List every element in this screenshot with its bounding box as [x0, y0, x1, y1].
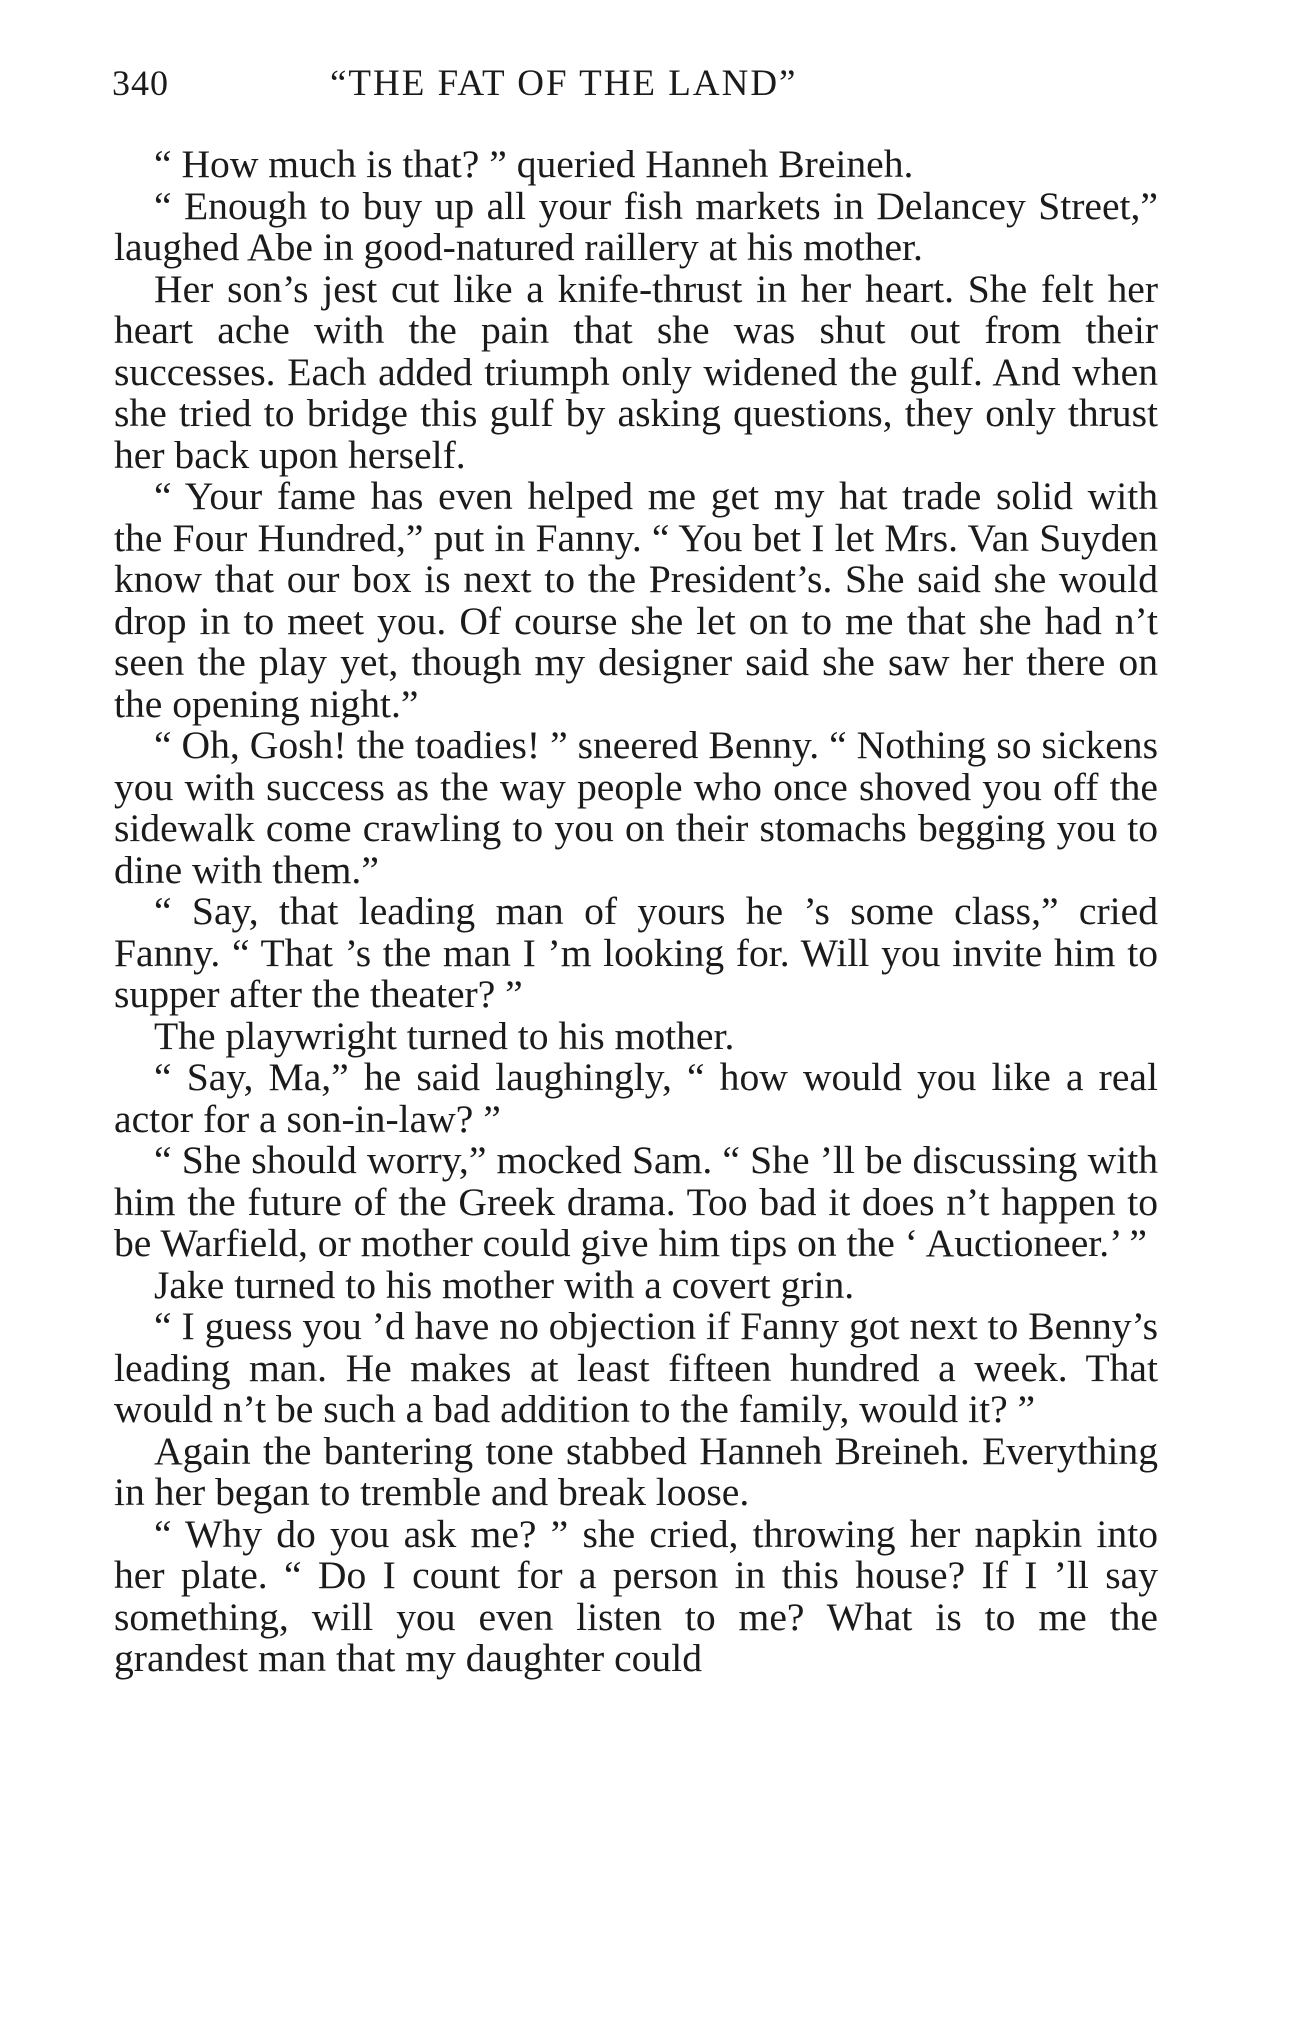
- paragraph: “ Say, that leading man of yours he ’s some class,” cried Fanny. “ That ’s the man I ’m looking for. Will you invite him to supper after the theater? ”: [114, 889, 1158, 1016]
- paragraph: “ Oh, Gosh! the toadies! ” sneered Benny. “ Nothing so sickens you with success as the way people who once shoved you off the sidewalk come crawling to you on their stomachs begging you to dine with them.”: [114, 723, 1158, 892]
- body-text: [114, 144, 1158, 1680]
- paragraph: “ Your fame has even helped me get my hat trade solid with the Four Hundred,” put in Fanny. “ You bet I let Mrs. Van Suyden know that our box is next to the President’s. She said she would drop in to meet you. Of course she let on to me that she had n’t seen the play yet, though my designer said she saw her there on the opening night.”: [114, 474, 1158, 726]
- paragraph: “ How much is that? ” queried Hanneh Breineh.: [154, 142, 914, 186]
- paragraph: “ She should worry,” mocked Sam. “ She ’ll be discussing with him the future of the Greek drama. Too bad it does n’t happen to be Warfield, or mother could give him tips on the ‘ Auctioneer.’ ”: [114, 1138, 1158, 1265]
- paragraph: “ I guess you ’d have no objection if Fanny got next to Benny’s leading man. He makes at least fifteen hundred a week. That would n’t be such a bad addition to the family, would it? ”: [114, 1304, 1158, 1431]
- paragraph: “ Why do you ask me? ” she cried, throwing her napkin into her plate. “ Do I count for a person in this house? If I ’ll say something, will you even listen to me? What is to me the grandest man that my daughter could: [114, 1511, 1158, 1680]
- paragraph: “ Say, Ma,” he said laughingly, “ how would you like a real actor for a son-in-law? ”: [114, 1055, 1158, 1141]
- paragraph: Jake turned to his mother with a covert grin.: [154, 1262, 855, 1307]
- paragraph: Again the bantering tone stabbed Hanneh Breineh. Everything in her began to tremble and break loose.: [114, 1428, 1158, 1514]
- paragraph: Her son’s jest cut like a knife-thrust in her heart. She felt her heart ache with the pain that she was shut out from their successes. Each added triumph only widened the gulf. And when she tried to bridge this gulf by asking questions, they only thrust her back upon herself.: [114, 266, 1158, 477]
- paragraph: The playwright turned to his mother.: [154, 1013, 735, 1058]
- page-number: 340: [112, 63, 169, 103]
- paragraph: “ Enough to buy up all your fish markets in Delancey Street,” laughed Abe in good-natured raillery at his mother.: [114, 183, 1158, 269]
- page-header: [112, 62, 1157, 122]
- running-title: “THE FAT OF THE LAND”: [330, 63, 798, 104]
